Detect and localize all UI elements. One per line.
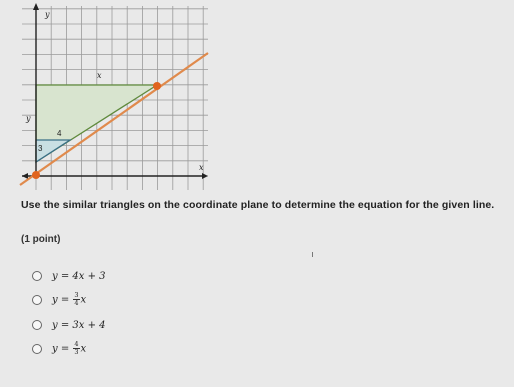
radio-button-1[interactable] bbox=[32, 271, 42, 281]
small-triangle-rise-label: 3 bbox=[38, 144, 43, 153]
point-on-line bbox=[153, 82, 161, 90]
x-axis-label: x bbox=[199, 163, 204, 172]
radio-button-2[interactable] bbox=[32, 295, 42, 305]
x-axis-arrow-right bbox=[202, 173, 208, 179]
option-1-label: y = 4x + 3 bbox=[52, 270, 106, 282]
y-axis-label: y bbox=[45, 10, 50, 19]
x-axis-arrow-left bbox=[22, 173, 28, 179]
graph-svg bbox=[18, 2, 213, 192]
large-triangle-run-label: x bbox=[97, 71, 102, 80]
stray-mark bbox=[312, 252, 313, 257]
radio-button-4[interactable] bbox=[32, 344, 42, 354]
question-text: Use the similar triangles on the coordinate plane to determine the equation for the given line. bbox=[21, 199, 495, 211]
option-1[interactable] bbox=[32, 267, 106, 285]
y-axis-arrow-up bbox=[33, 3, 39, 10]
point-y-intercept bbox=[32, 171, 40, 179]
option-3[interactable] bbox=[32, 316, 106, 334]
option-3-label: y = 3x + 4 bbox=[52, 319, 106, 331]
large-triangle-rise-label: y bbox=[26, 114, 31, 123]
option-4[interactable] bbox=[32, 340, 86, 358]
radio-button-3[interactable] bbox=[32, 320, 42, 330]
coordinate-plane bbox=[18, 2, 213, 192]
fraction: $\frac{4}{3}$ bbox=[74, 340, 79, 356]
fraction: $\frac{3}{4}$ bbox=[74, 291, 79, 307]
points-label: (1 point) bbox=[21, 234, 61, 245]
option-4-label: y = $\frac{4}{3}$ x bbox=[52, 340, 87, 356]
small-triangle-run-label: 4 bbox=[57, 129, 62, 138]
option-2[interactable] bbox=[32, 291, 86, 309]
option-2-label: y = $\frac{3}{4}$ x bbox=[52, 291, 87, 307]
